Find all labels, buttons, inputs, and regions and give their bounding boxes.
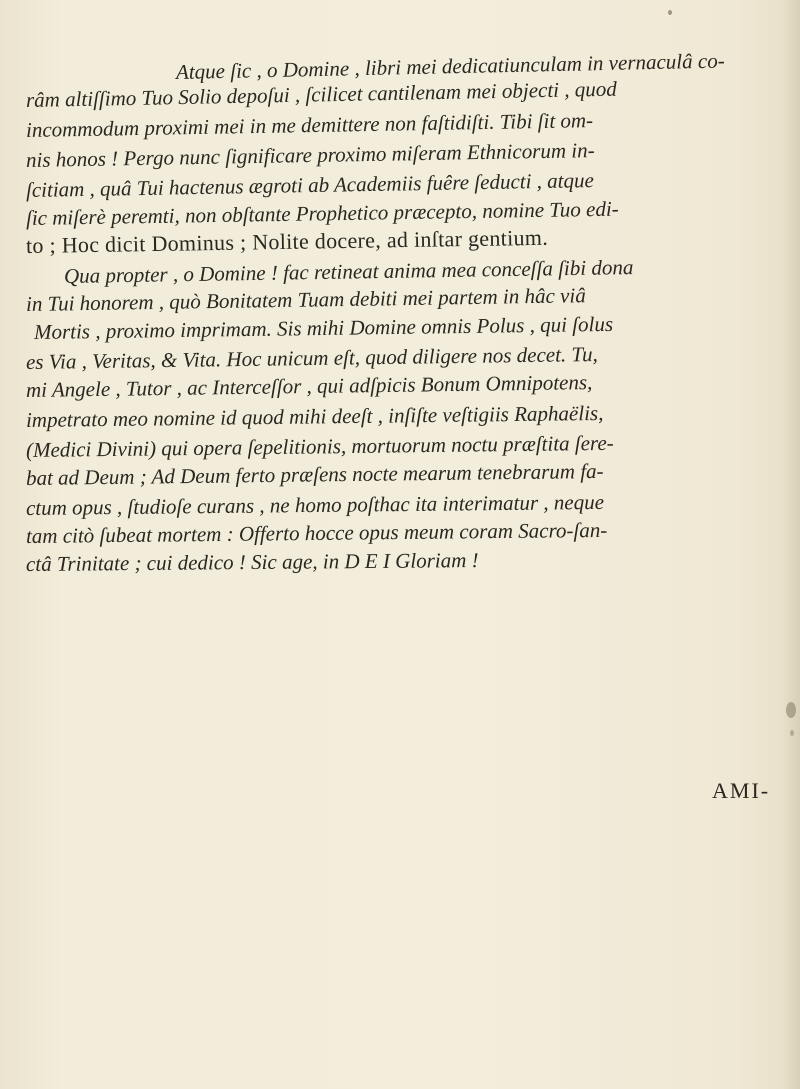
text-line-15: bat ad Deum ; Ad Deum ferto præſens nocte mearum tenebrarum fa- [25,458,604,490]
text-line-9: in Tui honorem , quò Bonitatem Tuam debiti mei partem in hâc viâ [25,283,586,316]
text-line-17: tam citò ſubeat mortem : Offerto hocce opus meum coram Sacro-ſan- [25,517,608,548]
text-line-10: Mortis , proximo imprimam. Sis mihi Domine omnis Polus , qui ſolus [33,311,614,344]
text-line-4: nis honos ! Pergo nunc ſignificare proximo miſeram Ethnicorum in- [25,138,595,172]
text-line-12: mi Angele , Tutor , ac Interceſſor , qui adſpicis Bonum Omnipotens, [25,370,593,402]
catchword: AMI- [712,778,771,803]
text-line-6: ſic miſerè peremti, non obſtante Prophetico præcepto, nomine Tuo edi- [25,196,619,230]
text-line-3: incommodum proximi mei in me demittere non faſtidiſti. Tibi ſit om- [25,108,594,142]
ink-speck [790,730,794,736]
text-line-7: to ; Hoc dicit Dominus ; Nolite docere, ad inſtar gentium. [25,224,549,258]
text-line-14: (Medici Divini) qui opera ſepelitionis, mortuorum noctu præſtita ſere- [25,430,614,462]
ink-speck [668,10,672,15]
ink-speck [786,702,796,718]
text-line-2: râm altiſſimo Tuo Solio depoſui , ſcilicet cantilenam mei objecti , quod [25,76,617,112]
text-line-13: impetrato meo nomine id quod mihi deeſt , inſiſte veſtigiis Raphaëlis, [25,400,604,432]
text-line-18: ctâ Trinitate ; cui dedico ! Sic age, in D E I Gloriam ! [25,548,479,576]
text-line-11: es Via , Veritas, & Vita. Hoc unicum eſt, quod diligere nos decet. Tu, [25,342,598,374]
text-line-5: ſcitiam , quâ Tui hactenus ægroti ab Academiis fuêre ſeducti , atque [25,168,595,202]
text-line-16: ctum opus , ſtudioſe curans , ne homo poſthac ita interimatur , neque [25,489,605,520]
text-line-8: Qua propter , o Domine ! fac retineat anima mea conceſſa ſibi dona [63,255,634,288]
page-edge-shadow [782,0,800,1089]
text-line-1: Atque ſic , o Domine , libri mei dedicatiunculam in vernaculâ co- [175,48,725,84]
